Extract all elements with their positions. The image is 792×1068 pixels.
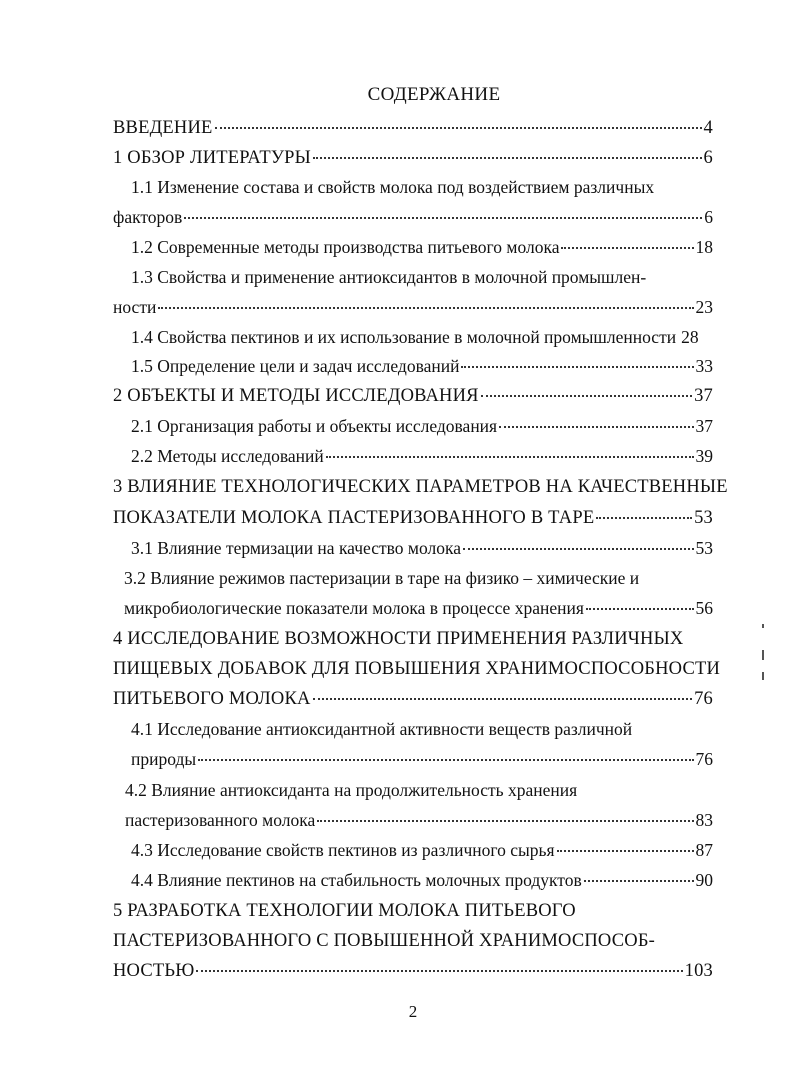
toc-entry-text: природы	[131, 749, 197, 769]
toc-page-number: 18	[695, 237, 713, 257]
toc-page-number: 76	[695, 749, 713, 769]
toc-entry-chapter-4-line2: ПИЩЕВЫХ ДОБАВОК ДЛЯ ПОВЫШЕНИЯ ХРАНИМОСПОСОБНОСТИ	[113, 659, 721, 679]
toc-page-number: 90	[695, 870, 713, 890]
toc-page-number: 53	[695, 538, 713, 558]
toc-entry-introduction	[113, 117, 713, 139]
toc-entry-text: микробиологические показатели молока в процессе хранения	[124, 598, 584, 618]
toc-page-number: 53	[694, 508, 713, 528]
toc-entry-4-3	[131, 839, 713, 861]
toc-entry-chapter-4-line1: 4 ИССЛЕДОВАНИЕ ВОЗМОЖНОСТИ ПРИМЕНЕНИЯ РАЗЛИЧНЫХ	[113, 629, 684, 649]
toc-entry-2-1	[131, 415, 713, 437]
toc-entry-3-2-line1: 3.2 Влияние режимов пастеризации в таре на физико – химические и	[124, 568, 640, 588]
toc-page-number: 33	[695, 356, 713, 376]
toc-entry-text: ВВЕДЕНИЕ	[113, 118, 213, 138]
toc-entry-chapter-5-line3	[113, 960, 713, 982]
scan-artifact	[762, 624, 764, 628]
toc-page-number: 23	[695, 297, 713, 317]
scan-artifact	[762, 672, 764, 680]
toc-entry-text: 1.2 Современные методы производства питьевого молока	[131, 237, 560, 257]
toc-entry-chapter-5-line2: ПАСТЕРИЗОВАННОГО С ПОВЫШЕННОЙ ХРАНИМОСПОСОБ-	[113, 931, 656, 951]
toc-entry-text: 4.4 Влияние пектинов на стабильность молочных продуктов	[131, 870, 582, 890]
toc-entry-4-1-line2	[131, 748, 713, 770]
toc-entry-4-2-line2	[125, 809, 713, 831]
toc-page-number: 6	[703, 148, 713, 168]
toc-entry-chapter-3-line2	[113, 507, 713, 529]
toc-entry-chapter-4-line3	[113, 688, 713, 710]
toc-entry-chapter-1	[113, 147, 713, 169]
toc-page-number: 28	[681, 327, 699, 347]
toc-entry-text: 2 ОБЪЕКТЫ И МЕТОДЫ ИССЛЕДОВАНИЯ	[113, 386, 479, 406]
toc-entry-4-2-line1: 4.2 Влияние антиоксиданта на продолжительность хранения	[125, 780, 578, 800]
toc-entry-3-2-line2	[124, 597, 713, 619]
toc-page-number: 87	[695, 840, 713, 860]
toc-entry-1-1-line2	[113, 206, 713, 228]
toc-entry-3-1	[131, 537, 713, 559]
toc-entry-text: ности	[113, 297, 157, 317]
toc-entry-text: факторов	[113, 207, 183, 227]
toc-entry-2-2	[131, 445, 713, 467]
page-number: 2	[408, 1002, 418, 1021]
toc-page-number: 37	[695, 416, 713, 436]
page-title: СОДЕРЖАНИЕ	[367, 84, 501, 105]
toc-entry-text: ПИТЬЕВОГО МОЛОКА	[113, 689, 311, 709]
toc-entry-1-3-line1: 1.3 Свойства и применение антиоксидантов в молочной промышлен-	[131, 267, 647, 287]
toc-entry-text: пастеризованного молока	[125, 810, 316, 830]
toc-entry-chapter-2	[113, 385, 713, 407]
toc-entry-text: 1.4 Свойства пектинов и их использование в молочной промышленности	[131, 327, 677, 347]
toc-entry-text: 4.3 Исследование свойств пектинов из различного сырья	[131, 840, 555, 860]
toc-entry-1-1-line1: 1.1 Изменение состава и свойств молока под воздействием различных	[131, 177, 655, 197]
toc-entry-text: 2.2 Методы исследований	[131, 446, 324, 466]
toc-entry-4-1-line1: 4.1 Исследование антиоксидантной активности веществ различной	[131, 719, 633, 739]
toc-page-number: 39	[695, 446, 713, 466]
toc-entry-text: ПОКАЗАТЕЛИ МОЛОКА ПАСТЕРИЗОВАННОГО В ТАРЕ	[113, 508, 595, 528]
toc-page-number: 6	[704, 207, 713, 227]
toc-entry-1-4	[131, 326, 713, 348]
toc-entry-text: 1 ОБЗОР ЛИТЕРАТУРЫ	[113, 148, 311, 168]
toc-entry-1-2	[131, 236, 713, 258]
toc-entry-1-5	[131, 355, 713, 377]
toc-page-number: 76	[694, 689, 713, 709]
toc-page-number: 83	[695, 810, 713, 830]
toc-page-number: 37	[694, 386, 713, 406]
toc-entry-text: 3.1 Влияние термизации на качество молока	[131, 538, 462, 558]
toc-page-number: 56	[695, 598, 713, 618]
toc-entry-text: 2.1 Организация работы и объекты исследования	[131, 416, 498, 436]
toc-entry-chapter-3-line1: 3 ВЛИЯНИЕ ТЕХНОЛОГИЧЕСКИХ ПАРАМЕТРОВ НА КАЧЕСТВЕННЫЕ	[113, 477, 728, 497]
toc-page-number: 103	[684, 961, 713, 981]
toc-entry-text: 1.5 Определение цели и задач исследований	[131, 356, 460, 376]
toc-entry-1-3-line2	[113, 296, 713, 318]
scan-artifact	[762, 650, 764, 660]
toc-entry-text: НОСТЬЮ	[113, 961, 195, 981]
toc-page-number: 4	[703, 118, 713, 138]
toc-entry-4-4	[131, 869, 713, 891]
toc-entry-chapter-5-line1: 5 РАЗРАБОТКА ТЕХНОЛОГИИ МОЛОКА ПИТЬЕВОГО	[113, 901, 576, 921]
